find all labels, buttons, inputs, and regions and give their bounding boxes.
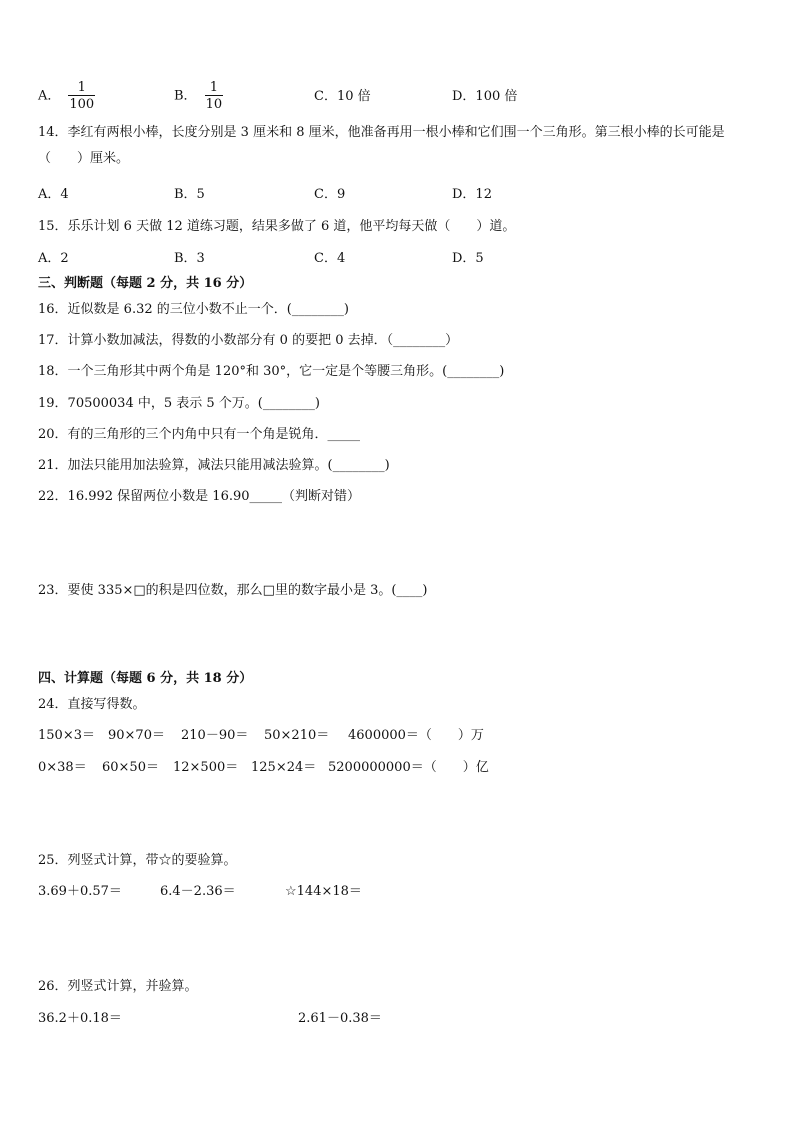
q13-option-a-fraction xyxy=(68,80,95,112)
fraction-numerator: 1 xyxy=(209,80,218,95)
q25-item: 3.69＋0.57＝ xyxy=(38,884,122,899)
q24-item: 12×500＝ xyxy=(173,760,239,775)
q24-item: 150×3＝ xyxy=(38,728,95,743)
q26-stem: 26．列竖式计算，并验算。 xyxy=(38,979,198,994)
q15-option-d: D．5 xyxy=(452,251,484,266)
q13-option-b xyxy=(174,80,223,112)
section-4-title: 四、计算题（每题 6 分，共 18 分） xyxy=(38,671,253,686)
q24-item: 50×210＝ xyxy=(264,728,330,743)
q14-option-b: B．5 xyxy=(174,187,205,202)
q14-option-d: D．12 xyxy=(452,187,492,202)
q23-statement: 23．要使 335×□的积是四位数，那么□里的数字最小是 3。(____) xyxy=(38,583,428,598)
q24-item: 0×38＝ xyxy=(38,760,87,775)
q24-item: 5200000000＝（ ）亿 xyxy=(328,760,489,775)
q19-statement: 19．70500034 中，5 表示 5 个万。(________) xyxy=(38,396,320,411)
q25-item: ☆144×18＝ xyxy=(285,884,362,899)
q15-option-c: C．4 xyxy=(314,251,346,266)
q24-item: 4600000＝（ ）万 xyxy=(348,728,484,743)
q14-option-c: C．9 xyxy=(314,187,346,202)
q26-item: 2.61－0.38＝ xyxy=(298,1011,382,1026)
q13-option-a-letter: A． xyxy=(38,88,61,104)
q14-option-a: A．4 xyxy=(38,187,69,202)
q17-statement: 17．计算小数加减法，得数的小数部分有 0 的要把 0 去掉．（________） xyxy=(38,333,459,348)
q13-option-d: D．100 倍 xyxy=(452,89,518,104)
q13-option-b-letter: B． xyxy=(174,88,197,104)
q25-item: 6.4－2.36＝ xyxy=(160,884,236,899)
q26-item: 36.2＋0.18＝ xyxy=(38,1011,122,1026)
fraction-denominator: 100 xyxy=(69,97,95,112)
q20-statement: 20．有的三角形的三个内角中只有一个角是锐角．_____ xyxy=(38,427,361,442)
q13-option-c: C．10 倍 xyxy=(314,89,371,104)
q21-statement: 21．加法只能用加法验算，减法只能用减法验算。(________) xyxy=(38,458,390,473)
q24-item: 125×24＝ xyxy=(251,760,317,775)
section-3-title: 三、判断题（每题 2 分，共 16 分） xyxy=(38,276,253,291)
q14-stem: 14．李红有两根小棒，长度分别是 3 厘米和 8 厘米，他准备再用一根小棒和它们围一个三角形。第三根小棒的长可能是（ ）厘米。 xyxy=(38,125,725,166)
q13-option-b-fraction xyxy=(205,80,224,112)
q24-item: 90×70＝ xyxy=(108,728,165,743)
q18-statement: 18．一个三角形其中两个角是 120°和 30°，它一定是个等腰三角形。(________) xyxy=(38,364,505,379)
fraction-denominator: 10 xyxy=(205,97,223,112)
q22-statement: 22．16.992 保留两位小数是 16.90_____（判断对错） xyxy=(38,489,361,504)
q13-option-a xyxy=(38,80,95,112)
q16-statement: 16．近似数是 6.32 的三位小数不止一个．(________) xyxy=(38,302,349,317)
q25-stem: 25．列竖式计算，带☆的要验算。 xyxy=(38,853,237,868)
q15-option-b: B．3 xyxy=(174,251,205,266)
q24-item: 60×50＝ xyxy=(102,760,159,775)
q15-option-a: A．2 xyxy=(38,251,69,266)
fraction-numerator: 1 xyxy=(77,80,86,95)
q24-item: 210－90＝ xyxy=(181,728,249,743)
q24-stem: 24．直接写得数。 xyxy=(38,697,146,712)
q15-stem: 15．乐乐计划 6 天做 12 道练习题，结果多做了 6 道，他平均每天做（ ）道。 xyxy=(38,219,516,234)
